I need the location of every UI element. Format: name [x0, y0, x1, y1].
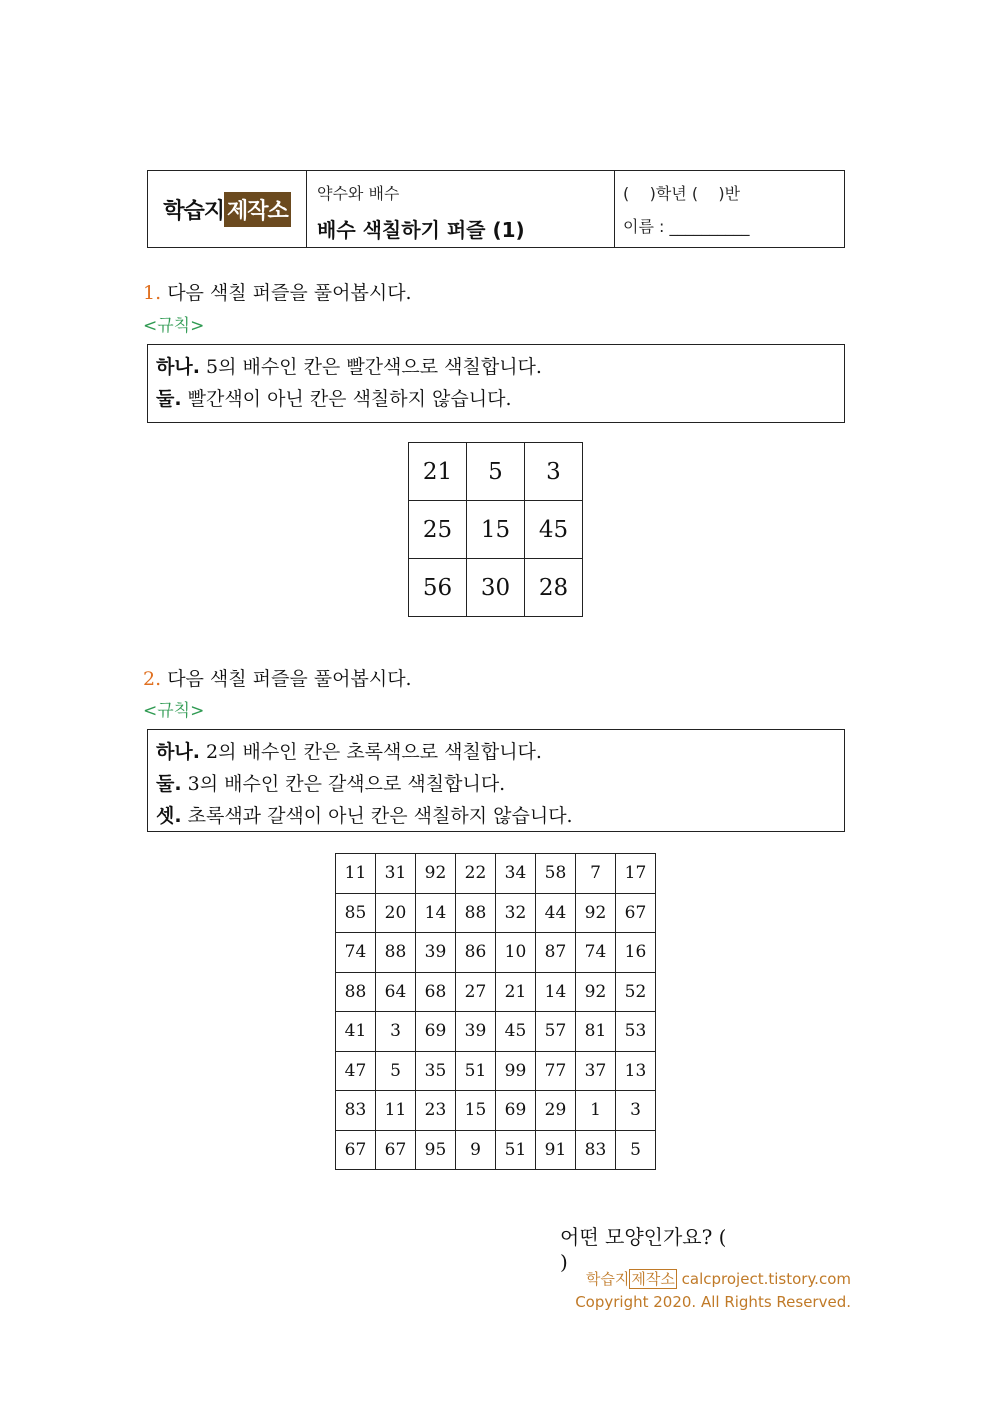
- grid-cell[interactable]: 39: [456, 1012, 496, 1052]
- grade-class-line: ( )학년 ( )반: [623, 184, 741, 203]
- grid-cell[interactable]: 51: [456, 1051, 496, 1091]
- logo-cell: [148, 171, 307, 247]
- problem2-rule-1: [156, 736, 836, 768]
- grid-row: [336, 933, 656, 973]
- grid-row: [336, 1051, 656, 1091]
- problem1-question: [143, 278, 412, 305]
- problem2-rule-3: [156, 800, 836, 832]
- grid-cell[interactable]: 20: [376, 893, 416, 933]
- problem2-rule-2: [156, 768, 836, 800]
- footer-brand-part2: 제작소: [631, 1270, 675, 1288]
- grid-cell[interactable]: 27: [456, 972, 496, 1012]
- grid-row: [409, 501, 583, 559]
- footer-brand-part1: 학습지: [585, 1270, 630, 1288]
- grid-cell[interactable]: 81: [576, 1012, 616, 1052]
- grid-cell[interactable]: 37: [576, 1051, 616, 1091]
- grid-cell[interactable]: 47: [336, 1051, 376, 1091]
- grid-row: [336, 1091, 656, 1131]
- grid-cell[interactable]: 95: [416, 1130, 456, 1170]
- grid-cell[interactable]: 92: [576, 972, 616, 1012]
- grid-cell[interactable]: 68: [416, 972, 456, 1012]
- grid-cell[interactable]: 87: [536, 933, 576, 973]
- grid-cell[interactable]: 30: [467, 559, 525, 617]
- shape-question: [560, 1221, 852, 1274]
- rule-text: 5의 배수인 칸은 빨간색으로 색칠합니다.: [205, 356, 542, 378]
- rule-lead: 하나.: [156, 356, 200, 378]
- grid-cell[interactable]: 67: [616, 893, 656, 933]
- grid-row: [409, 559, 583, 617]
- grid-cell[interactable]: 74: [336, 933, 376, 973]
- grid-cell[interactable]: 53: [616, 1012, 656, 1052]
- rule-text: 3의 배수인 칸은 갈색으로 색칠합니다.: [187, 773, 506, 795]
- problem1-question-text: 다음 색칠 퍼즐을 풀어봅시다.: [167, 282, 412, 304]
- grid-cell[interactable]: 35: [416, 1051, 456, 1091]
- rule-lead: 둘.: [156, 773, 182, 795]
- rule-text: 초록색과 갈색이 아닌 칸은 색칠하지 않습니다.: [187, 805, 573, 827]
- grid-cell[interactable]: 34: [496, 854, 536, 894]
- grid-cell[interactable]: 92: [576, 893, 616, 933]
- footer-copyright: Copyright 2020. All Rights Reserved.: [575, 1293, 851, 1311]
- grid-cell[interactable]: 83: [576, 1130, 616, 1170]
- problem1-rule-1: [156, 351, 836, 383]
- grid-cell[interactable]: 21: [409, 443, 467, 501]
- problem2-question: [143, 664, 412, 691]
- grid-cell[interactable]: 85: [336, 893, 376, 933]
- grid-row: [336, 854, 656, 894]
- problem2-puzzle-grid: [335, 853, 656, 1170]
- grid-cell[interactable]: 31: [376, 854, 416, 894]
- grid-cell[interactable]: 7: [576, 854, 616, 894]
- grid-cell[interactable]: 83: [336, 1091, 376, 1131]
- grid-cell[interactable]: 29: [536, 1091, 576, 1131]
- grid-cell[interactable]: 32: [496, 893, 536, 933]
- grid-cell[interactable]: 69: [416, 1012, 456, 1052]
- grid-cell[interactable]: 5: [376, 1051, 416, 1091]
- problem1-rule-label: <규칙>: [143, 316, 205, 336]
- problem2-rule-label: <규칙>: [143, 701, 205, 721]
- rule-lead: 하나.: [156, 741, 200, 763]
- rule-text: 2의 배수인 칸은 초록색으로 색칠합니다.: [205, 741, 542, 763]
- grid-cell[interactable]: 45: [525, 501, 583, 559]
- grid-cell[interactable]: 57: [536, 1012, 576, 1052]
- grid-cell[interactable]: 88: [376, 933, 416, 973]
- grid-cell[interactable]: 67: [376, 1130, 416, 1170]
- title-cell: [307, 171, 615, 247]
- grid-cell[interactable]: 11: [336, 854, 376, 894]
- rule-text: 빨간색이 아닌 칸은 색칠하지 않습니다.: [187, 388, 512, 410]
- grid-cell[interactable]: 9: [456, 1130, 496, 1170]
- grid-cell[interactable]: 88: [336, 972, 376, 1012]
- grid-cell[interactable]: 99: [496, 1051, 536, 1091]
- grid-cell[interactable]: 3: [376, 1012, 416, 1052]
- logo-text-part2: 제작소: [224, 192, 291, 227]
- problem1-rules-box: [147, 344, 845, 423]
- grid-cell[interactable]: 17: [616, 854, 656, 894]
- grid-cell[interactable]: 14: [536, 972, 576, 1012]
- grid-row: [409, 443, 583, 501]
- grid-cell[interactable]: 14: [416, 893, 456, 933]
- grid-cell[interactable]: 52: [616, 972, 656, 1012]
- grid-cell[interactable]: 86: [456, 933, 496, 973]
- shape-question-close: ): [560, 1250, 568, 1274]
- grid-cell[interactable]: 67: [336, 1130, 376, 1170]
- grid-row: [336, 1012, 656, 1052]
- grid-cell[interactable]: 16: [616, 933, 656, 973]
- grid-cell[interactable]: 11: [376, 1091, 416, 1131]
- grid-cell[interactable]: 15: [456, 1091, 496, 1131]
- worksheet-title: 배수 색칠하기 퍼즐 (1): [317, 218, 525, 242]
- grid-cell[interactable]: 51: [496, 1130, 536, 1170]
- grid-cell[interactable]: 69: [496, 1091, 536, 1131]
- rule-lead: 셋.: [156, 805, 182, 827]
- problem1-rule-2: [156, 383, 836, 415]
- grid-cell[interactable]: 77: [536, 1051, 576, 1091]
- grid-cell[interactable]: 44: [536, 893, 576, 933]
- grid-cell[interactable]: 64: [376, 972, 416, 1012]
- grid-cell[interactable]: 39: [416, 933, 456, 973]
- worksheet-header: [147, 170, 845, 248]
- grid-cell[interactable]: 92: [416, 854, 456, 894]
- grid-cell[interactable]: 3: [525, 443, 583, 501]
- problem2-rules-box: [147, 729, 845, 832]
- grid-row: [336, 893, 656, 933]
- logo-text-part1: 학습지: [163, 198, 224, 224]
- grid-cell[interactable]: 58: [536, 854, 576, 894]
- grid-cell[interactable]: 15: [467, 501, 525, 559]
- grid-cell[interactable]: 88: [456, 893, 496, 933]
- shape-question-text: 어떤 모양인가요? (: [560, 1225, 727, 1249]
- grid-cell[interactable]: 23: [416, 1091, 456, 1131]
- problem1-number: 1.: [143, 282, 162, 304]
- problem1-puzzle-grid: [408, 442, 583, 617]
- grid-cell[interactable]: 1: [576, 1091, 616, 1131]
- grid-cell[interactable]: 13: [616, 1051, 656, 1091]
- logo: [163, 192, 291, 227]
- student-info-cell: [615, 171, 844, 247]
- grid-cell[interactable]: 5: [616, 1130, 656, 1170]
- footer-site-link[interactable]: calcproject.tistory.com: [681, 1270, 851, 1288]
- grid-cell[interactable]: 3: [616, 1091, 656, 1131]
- grid-cell[interactable]: 25: [409, 501, 467, 559]
- grid-cell[interactable]: 22: [456, 854, 496, 894]
- grid-cell[interactable]: 21: [496, 972, 536, 1012]
- grid-cell[interactable]: 74: [576, 933, 616, 973]
- name-line: 이름 : __________: [623, 217, 750, 236]
- grid-cell[interactable]: 28: [525, 559, 583, 617]
- worksheet-subtitle: 약수와 배수: [317, 184, 400, 203]
- grid-cell[interactable]: 10: [496, 933, 536, 973]
- problem2-question-text: 다음 색칠 퍼즐을 풀어봅시다.: [167, 668, 412, 690]
- grid-cell[interactable]: 56: [409, 559, 467, 617]
- problem2-number: 2.: [143, 668, 162, 690]
- grid-cell[interactable]: 91: [536, 1130, 576, 1170]
- grid-row: [336, 972, 656, 1012]
- grid-cell[interactable]: 5: [467, 443, 525, 501]
- grid-cell[interactable]: 45: [496, 1012, 536, 1052]
- grid-cell[interactable]: 41: [336, 1012, 376, 1052]
- rule-lead: 둘.: [156, 388, 182, 410]
- grid-row: [336, 1130, 656, 1170]
- footer-brand-line: [520, 1268, 851, 1289]
